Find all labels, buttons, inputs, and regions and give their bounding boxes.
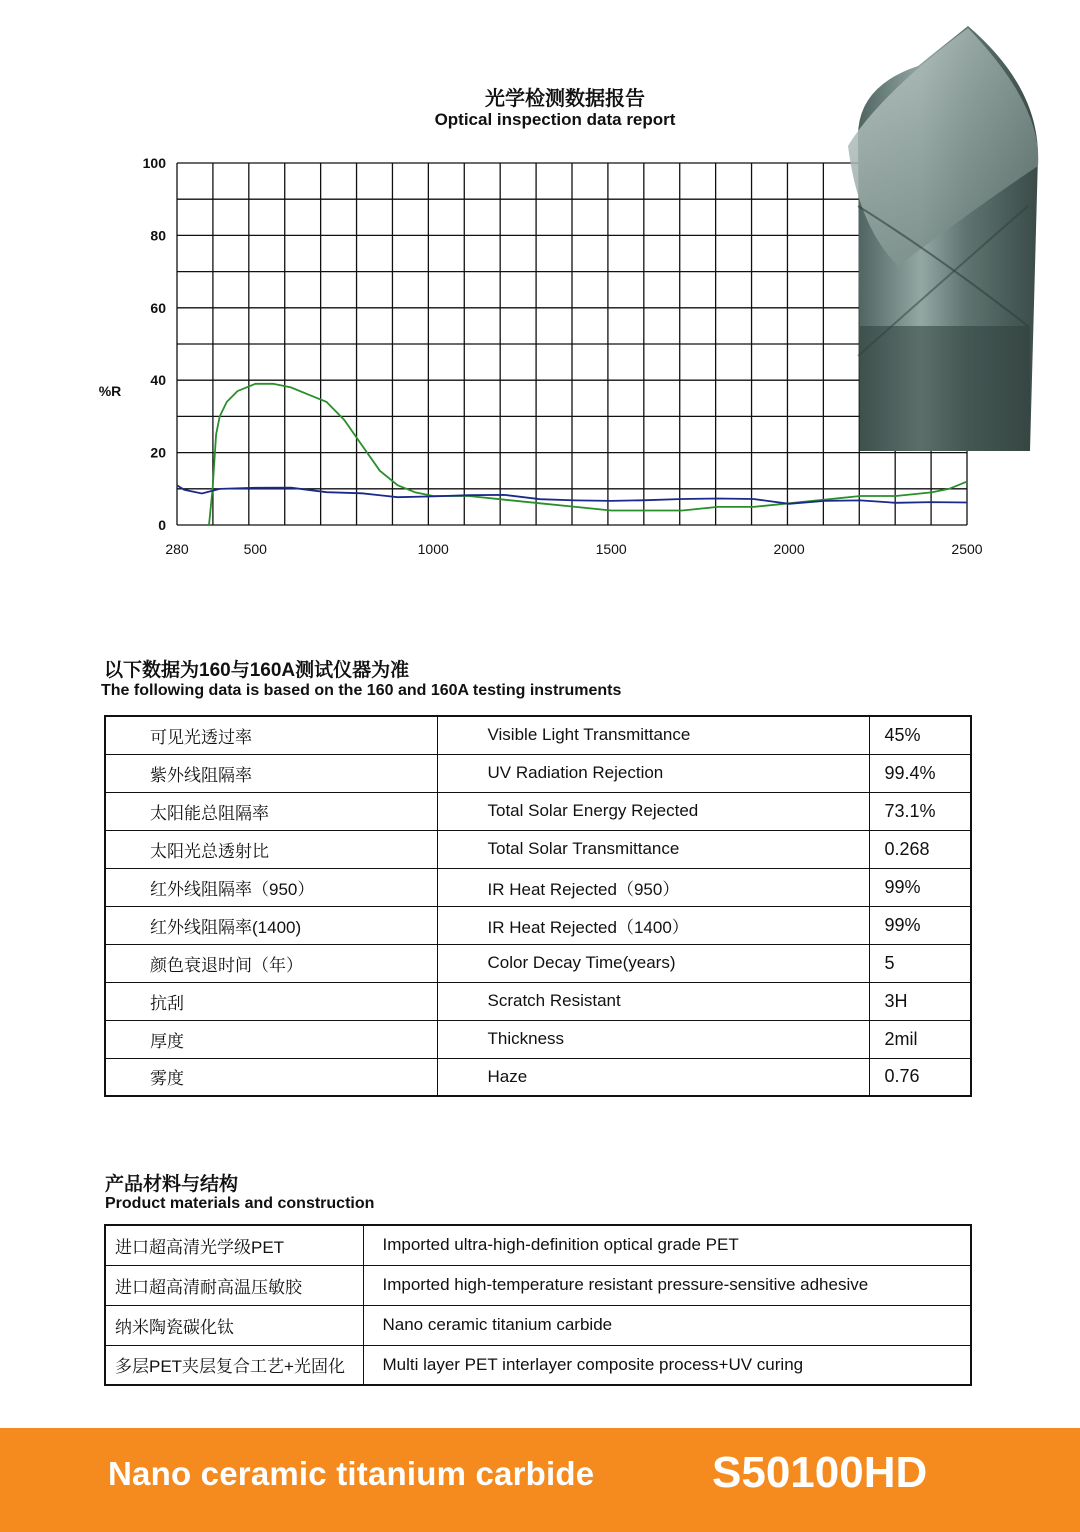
x-tick-label: 1000 <box>417 541 449 557</box>
cell-en: Scratch Resistant <box>437 982 869 1020</box>
x-tick-label: 2500 <box>951 541 983 557</box>
cell-cn: 颜色衰退时间（年） <box>105 944 437 982</box>
cell-en: Imported ultra-high-definition optical grade PET <box>363 1225 971 1265</box>
cell-en: Haze <box>437 1058 869 1096</box>
cell-val: 0.268 <box>869 830 971 868</box>
materials-table <box>104 1224 972 1386</box>
report-title-cn: 光学检测数据报告 <box>485 88 645 110</box>
cell-en: Total Solar Transmittance <box>437 830 869 868</box>
cell-en: IR Heat Rejected（1400） <box>437 906 869 944</box>
cell-cn: 多层PET夹层复合工艺+光固化 <box>105 1345 363 1385</box>
cell-cn: 纳米陶瓷碳化钛 <box>105 1305 363 1345</box>
x-tick-label: 2000 <box>773 541 805 557</box>
cell-cn: 进口超高清耐高温压敏胶 <box>105 1265 363 1305</box>
x-tick-label: 280 <box>165 541 189 557</box>
cell-cn: 紫外线阻隔率 <box>105 754 437 792</box>
section2-title-en: Product materials and construction <box>105 1195 375 1212</box>
y-tick-label: 60 <box>150 299 166 316</box>
table-row <box>105 1265 971 1305</box>
banner-tagline: Nano ceramic titanium carbide <box>108 1455 595 1492</box>
table-row <box>105 754 971 792</box>
cell-cn: 可见光透过率 <box>105 716 437 754</box>
y-tick-label: 40 <box>150 372 166 389</box>
section1-title-cn: 以下数据为160与160A测试仪器为准 <box>104 660 410 681</box>
cell-val: 2mil <box>869 1020 971 1058</box>
cell-val: 99% <box>869 906 971 944</box>
cell-val: 45% <box>869 716 971 754</box>
cell-cn: 进口超高清光学级PET <box>105 1225 363 1265</box>
cell-en: IR Heat Rejected（950） <box>437 868 869 906</box>
cell-val: 73.1% <box>869 792 971 830</box>
cell-en: Visible Light Transmittance <box>437 716 869 754</box>
cell-val: 5 <box>869 944 971 982</box>
section1-title-en: The following data is based on the 160 and 160A testing instruments <box>101 682 622 699</box>
table-row <box>105 1020 971 1058</box>
cell-cn: 厚度 <box>105 1020 437 1058</box>
y-tick-label: 100 <box>142 155 166 171</box>
y-tick-label: 20 <box>150 444 166 461</box>
cell-en: Imported high-temperature resistant pressure-sensitive adhesive <box>363 1265 971 1305</box>
cell-en: Nano ceramic titanium carbide <box>363 1305 971 1345</box>
table-row <box>105 982 971 1020</box>
cell-val: 0.76 <box>869 1058 971 1096</box>
table-row <box>105 1305 971 1345</box>
table-row <box>105 792 971 830</box>
table-row <box>105 868 971 906</box>
table-row <box>105 1058 971 1096</box>
cell-val: 99.4% <box>869 754 971 792</box>
film-roll-image <box>838 26 1042 454</box>
cell-en: Total Solar Energy Rejected <box>437 792 869 830</box>
table-row <box>105 906 971 944</box>
table-row <box>105 830 971 868</box>
table-row <box>105 1345 971 1385</box>
cell-cn: 太阳能总阻隔率 <box>105 792 437 830</box>
cell-en: UV Radiation Rejection <box>437 754 869 792</box>
properties-table <box>104 715 972 1097</box>
cell-cn: 抗刮 <box>105 982 437 1020</box>
table-row <box>105 1225 971 1265</box>
cell-cn: 红外线阻隔率（950） <box>105 868 437 906</box>
y-axis-label: %R <box>98 383 122 400</box>
report-title-en: Optical inspection data report <box>434 110 676 129</box>
x-tick-label: 1500 <box>595 541 627 557</box>
cell-en: Color Decay Time(years) <box>437 944 869 982</box>
x-tick-label: 500 <box>243 541 267 557</box>
y-tick-label: 0 <box>158 517 166 533</box>
cell-cn: 太阳光总透射比 <box>105 830 437 868</box>
table-row <box>105 716 971 754</box>
section2-title-cn: 产品材料与结构 <box>105 1174 239 1195</box>
product-model: S50100HD <box>712 1448 928 1497</box>
cell-val: 99% <box>869 868 971 906</box>
cell-cn: 红外线阻隔率(1400) <box>105 906 437 944</box>
table-row <box>105 944 971 982</box>
cell-en: Multi layer PET interlayer composite process+UV curing <box>363 1345 971 1385</box>
cell-en: Thickness <box>437 1020 869 1058</box>
y-tick-label: 80 <box>150 227 166 244</box>
cell-cn: 雾度 <box>105 1058 437 1096</box>
cell-val: 3H <box>869 982 971 1020</box>
